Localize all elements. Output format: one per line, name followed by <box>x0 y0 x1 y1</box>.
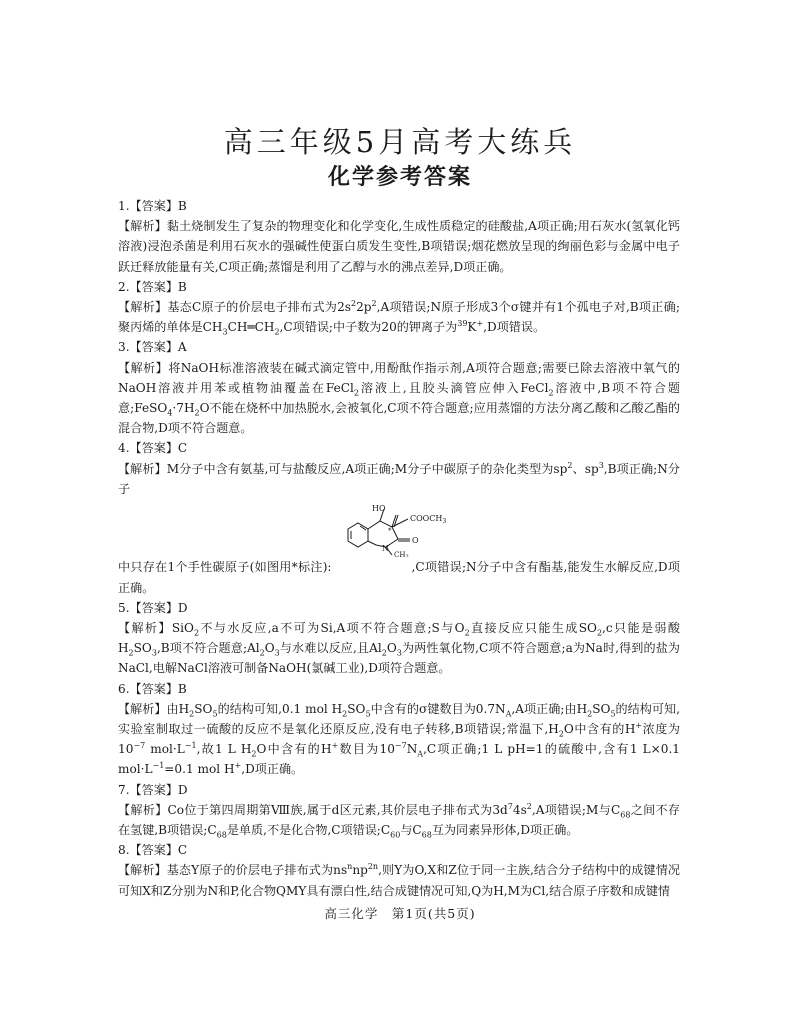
question-4 <box>118 438 680 597</box>
question-7 <box>118 780 680 841</box>
question-number: 2. <box>118 279 130 294</box>
molecule-label-ho: HO <box>372 504 386 514</box>
question-6 <box>118 679 680 780</box>
answer-line <box>118 337 680 357</box>
analysis-text: 【解析】SiO$_2$不与水反应,a不可为Si,A项不符合题意;S与$O_2$直接反应只能生成$SO_2,c$只能是弱酸$H_2SO_3,B$项不符合题意$;Al_2O_3$与水难以反应,且$Al_2O_3$为两性氧化物,C项不符合题意;a为Na时,得到的盐为NaCl,电解NaCl溶液可制备NaOH(氯碱工业),D项符合题意。 <box>118 620 680 676</box>
answer-text: 【答案】D <box>129 600 188 615</box>
page-title: 高三年级5月高考大练兵 <box>223 125 577 159</box>
question-5 <box>118 598 680 679</box>
question-number: 7. <box>118 782 130 797</box>
analysis-text: 【解析】M分子中含有氨基,可与盐酸反应,A项正确;M分子中碳原子的杂化类型为$sp^2$、$sp^3,B$项正确;N分子 <box>118 460 681 496</box>
molecule-label-n: N <box>382 544 389 554</box>
question-1 <box>118 196 680 277</box>
question-number: 4. <box>118 441 130 456</box>
molecule-label-ch3: CH3 <box>394 551 409 558</box>
question-number: 3. <box>118 340 130 355</box>
answer-line <box>118 196 680 216</box>
molecule-label-o: O <box>412 536 419 546</box>
question-number: 8. <box>118 843 130 858</box>
question-number: 5. <box>118 600 130 615</box>
question-2 <box>118 277 680 338</box>
answer-text: 【答案】C <box>129 843 188 858</box>
analysis-text: 【解析】黏土烧制发生了复杂的物理变化和化学变化,生成性质稳定的硅酸盐,A项正确;用石灰水(氢氧化钙溶液)浸泡杀菌是利用石灰水的强碱性使蛋白质发生变性,B项错误;烟花燃放呈现的绚丽色彩与金属中电子跃迁释放能量有关,C项正确;蒸馏是利用了乙醇与水的沸点差异,D项正确。 <box>118 219 680 274</box>
answer-content <box>118 196 680 901</box>
chiral-star: * <box>388 527 392 536</box>
answer-text: 【答案】C <box>129 441 188 456</box>
question-3 <box>118 337 680 438</box>
molecule-label-cooch3: $COOCH_3$ <box>410 514 447 526</box>
answer-text: 【答案】B <box>129 199 187 213</box>
analysis-text: 【解析】将NaOH标准溶液装在碱式滴定管中,用酚酞作指示剂,A项符合题意;需要已除去溶液中氧气的NaOH溶液并用苯或植物油覆盖在FeCl$_2$溶液上,且胶头滴管应伸入FeCl$_2$溶液中,B项不符合题意$;FeSO_4\cdot 7H_2O$不能在烧杯中加热脱水,会被氧化,C项不符合题意;应用蒸馏的方法分离乙酸和乙酸乙酯的混合物,D项不符合题意。 <box>118 360 680 436</box>
page-subtitle: 化学参考答案 <box>327 165 472 190</box>
question-number: 6. <box>118 681 130 696</box>
answer-line <box>118 438 680 458</box>
answer-text: 【答案】A <box>129 340 187 355</box>
answer-text: 【答案】B <box>129 681 187 696</box>
answer-line <box>118 679 680 699</box>
analysis-text: 【解析】基态Y原子的价层电子排布式为$ns^nnp^{2n}$,则Y为O,X和Z位于同一主族,结合分子结构中的成键情况可知X和Z分别为N和P,化合物QMY具有漂白性,结合成键情况可知,Q为H,M为Cl,结合原子序数和成键情 <box>118 862 680 898</box>
answer-text: 【答案】B <box>129 279 187 294</box>
molecule-n-structure <box>336 499 486 557</box>
answer-line <box>118 780 680 800</box>
analysis-text-cont: 中只存在1个手性碳原子(如图用*标注): ,C项错误;N分子中含有酯基,能发生水解反应,D项正确。 <box>118 557 680 598</box>
answer-text: 【答案】D <box>129 782 188 797</box>
analysis-text: 【解析】基态C原子的价层电子排布式为$2s^22p^2,A$项错误;N原子形成3个σ键并有1个孤电子对,B项正确;聚丙烯的单体是$CH_3CH═CH_2,C$项错误;中子数为20的钾离子为$^{39}$K+,D项错误。 <box>118 298 680 337</box>
answer-line <box>118 598 680 618</box>
molecule-inline-space <box>332 558 412 578</box>
question-number: 1. <box>118 199 130 213</box>
page-footer: 高三化学 第1页(共5页) <box>324 906 476 921</box>
question-8 <box>118 840 680 901</box>
answer-line <box>118 840 680 860</box>
analysis-text: 【解析】Co位于第四周期第Ⅷ族,属于d区元素,其价层电子排布式为$3d^74s^2,A$项错误;M与$C_{68}$之间不存在氢键,B项错误$;C_{68}$是单质,不是化合物,C项错误$;C_{60}$与$C_{68}$互为同素异形体,D项正确。 <box>118 801 680 840</box>
analysis-text: 【解析】由$H_2SO_5$的结构可知,0.1 mol $H_2SO_5$中含有的σ键数目为$0.7N_A,A$项正确;由$H_2SO_5$的结构可知,实验室制取过一硫酸的反应不是氧化还原反应,没有电子转移,B项错误;常温下$,H_2O$中含有的H+浓度为$10^{-7}$ $mol\cdot L^{-1}$,故1 L $H_2O$中含有的H+数目为$10^{-7}N_A,C$项正确;1 L pH=1的硫酸中,含有1 L×0.1 $mol\cdot L^{-1}=0.1$ mol H+,D项正确。 <box>118 701 681 777</box>
answer-line <box>118 277 680 297</box>
